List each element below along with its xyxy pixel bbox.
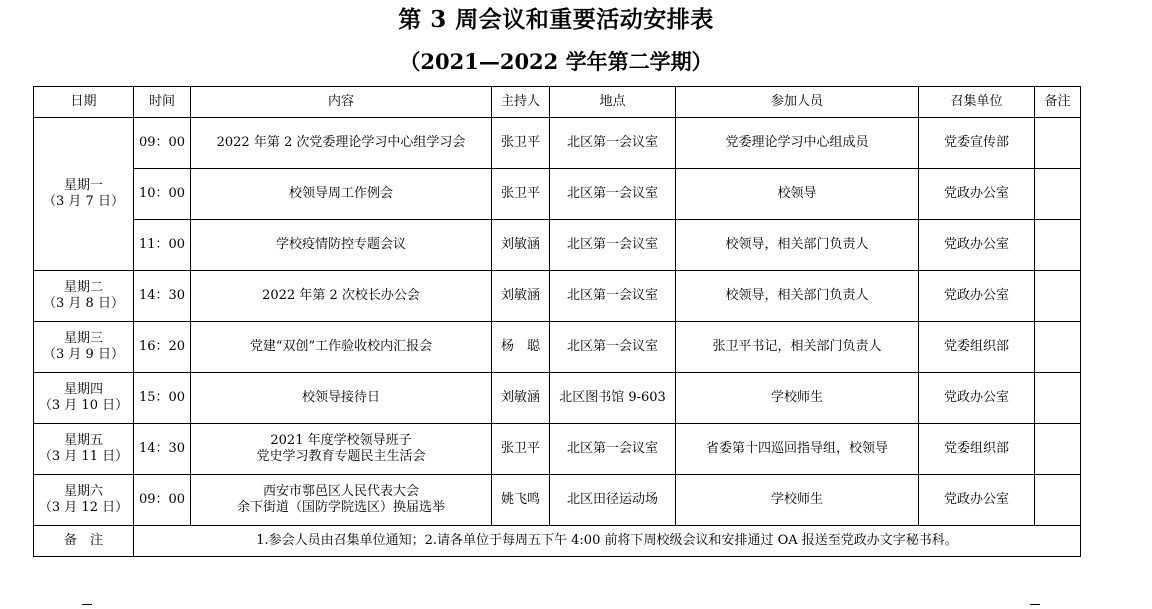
content-line-2: 党史学习教育专题民主生活会 — [256, 449, 426, 464]
place-cell: 北区第一会议室 — [550, 271, 676, 322]
date-label: （3 月 11 日） — [38, 449, 129, 464]
remark-cell — [1035, 271, 1081, 322]
convener-cell: 党委宣传部 — [919, 118, 1035, 169]
time-cell: 10：00 — [134, 169, 191, 220]
date-label: （3 月 8 日） — [43, 296, 124, 311]
time-cell: 09：00 — [134, 118, 191, 169]
place-cell: 北区田径运动场 — [550, 475, 676, 526]
table-row — [34, 220, 1081, 271]
convener-cell: 党政办公室 — [919, 169, 1035, 220]
content-line-1: 2021 年度学校领导班子 — [270, 433, 412, 448]
place-cell: 北区第一会议室 — [550, 424, 676, 475]
day-cell-monday — [34, 118, 134, 271]
header-attendees: 参加人员 — [676, 87, 919, 118]
header-date: 日期 — [34, 87, 134, 118]
place-cell: 北区第一会议室 — [550, 169, 676, 220]
table-row — [34, 169, 1081, 220]
time-cell: 14：30 — [134, 424, 191, 475]
weekday-label: 星期三 — [63, 331, 103, 346]
weekday-label: 星期一 — [63, 178, 103, 193]
attendees-cell: 校领导，相关部门负责人 — [676, 220, 919, 271]
attendees-cell: 学校师生 — [676, 373, 919, 424]
place-cell: 北区第一会议室 — [550, 118, 676, 169]
page-edge-mark — [82, 604, 92, 605]
page-subtitle: （2021—2022 学年第二学期） — [399, 49, 713, 74]
place-cell: 北区第一会议室 — [550, 220, 676, 271]
remark-cell — [1035, 322, 1081, 373]
page-title: 第 3 周会议和重要活动安排表 — [398, 6, 714, 33]
note-label: 备 注 — [34, 526, 134, 557]
remark-cell — [1035, 169, 1081, 220]
date-label: （3 月 9 日） — [43, 347, 124, 362]
host-cell: 刘敏涵 — [492, 220, 550, 271]
host-cell: 刘敏涵 — [492, 271, 550, 322]
content-line-1: 西安市鄠邑区人民代表大会 — [262, 484, 419, 499]
convener-cell: 党政办公室 — [919, 220, 1035, 271]
weekday-label: 星期二 — [63, 280, 103, 295]
convener-cell: 党委组织部 — [919, 424, 1035, 475]
attendees-cell: 张卫平书记，相关部门负责人 — [676, 322, 919, 373]
table-row — [34, 322, 1081, 373]
convener-cell: 党政办公室 — [919, 475, 1035, 526]
weekday-label: 星期四 — [63, 382, 103, 397]
host-cell: 张卫平 — [492, 169, 550, 220]
date-label: （3 月 12 日） — [38, 500, 129, 515]
convener-cell: 党政办公室 — [919, 373, 1035, 424]
content-cell: 学校疫情防控专题会议 — [191, 220, 492, 271]
time-cell: 09：00 — [134, 475, 191, 526]
attendees-cell: 省委第十四巡回指导组，校领导 — [676, 424, 919, 475]
remark-cell — [1035, 220, 1081, 271]
weekday-label: 星期五 — [63, 433, 103, 448]
table-row — [34, 271, 1081, 322]
convener-cell: 党委组织部 — [919, 322, 1035, 373]
attendees-cell: 党委理论学习中心组成员 — [676, 118, 919, 169]
content-cell: 校领导周工作例会 — [191, 169, 492, 220]
day-cell-saturday — [34, 475, 134, 526]
day-cell-friday — [34, 424, 134, 475]
note-row — [34, 526, 1081, 557]
content-line-2: 余下街道（国防学院选区）换届选举 — [236, 500, 445, 515]
table-row — [34, 373, 1081, 424]
page-edge-mark — [1030, 604, 1040, 605]
header-place: 地点 — [550, 87, 676, 118]
time-cell: 11：00 — [134, 220, 191, 271]
time-cell: 14：30 — [134, 271, 191, 322]
day-cell-tuesday — [34, 271, 134, 322]
remark-cell — [1035, 475, 1081, 526]
place-cell: 北区第一会议室 — [550, 322, 676, 373]
header-row — [34, 87, 1081, 118]
header-host: 主持人 — [492, 87, 550, 118]
attendees-cell: 校领导，相关部门负责人 — [676, 271, 919, 322]
host-cell: 姚飞鸣 — [492, 475, 550, 526]
content-cell: 2022 年第 2 次党委理论学习中心组学习会 — [191, 118, 492, 169]
note-text: 1.参会人员由召集单位通知；2.请各单位于每周五下午 4:00 前将下周校级会议和安排通过 OA 报送至党政办文字秘书科。 — [134, 526, 1081, 557]
date-label: （3 月 10 日） — [38, 398, 129, 413]
table-row — [34, 118, 1081, 169]
day-cell-wednesday — [34, 322, 134, 373]
content-cell: 校领导接待日 — [191, 373, 492, 424]
content-cell — [191, 424, 492, 475]
date-label: （3 月 7 日） — [43, 194, 124, 209]
host-cell: 张卫平 — [492, 424, 550, 475]
header-convener: 召集单位 — [919, 87, 1035, 118]
remark-cell — [1035, 118, 1081, 169]
header-content: 内容 — [191, 87, 492, 118]
host-cell: 杨 聪 — [492, 322, 550, 373]
header-remark: 备注 — [1035, 87, 1081, 118]
schedule-table — [33, 86, 1081, 557]
attendees-cell: 学校师生 — [676, 475, 919, 526]
content-cell: 党建“双创”工作验收校内汇报会 — [191, 322, 492, 373]
time-cell: 16：20 — [134, 322, 191, 373]
host-cell: 张卫平 — [492, 118, 550, 169]
convener-cell: 党政办公室 — [919, 271, 1035, 322]
table-row — [34, 475, 1081, 526]
time-cell: 15：00 — [134, 373, 191, 424]
remark-cell — [1035, 373, 1081, 424]
remark-cell — [1035, 424, 1081, 475]
header-time: 时间 — [134, 87, 191, 118]
attendees-cell: 校领导 — [676, 169, 919, 220]
content-cell — [191, 475, 492, 526]
weekday-label: 星期六 — [63, 484, 103, 499]
place-cell: 北区图书馆 9-603 — [550, 373, 676, 424]
table-row — [34, 424, 1081, 475]
day-cell-thursday — [34, 373, 134, 424]
content-cell: 2022 年第 2 次校长办公会 — [191, 271, 492, 322]
host-cell: 刘敏涵 — [492, 373, 550, 424]
